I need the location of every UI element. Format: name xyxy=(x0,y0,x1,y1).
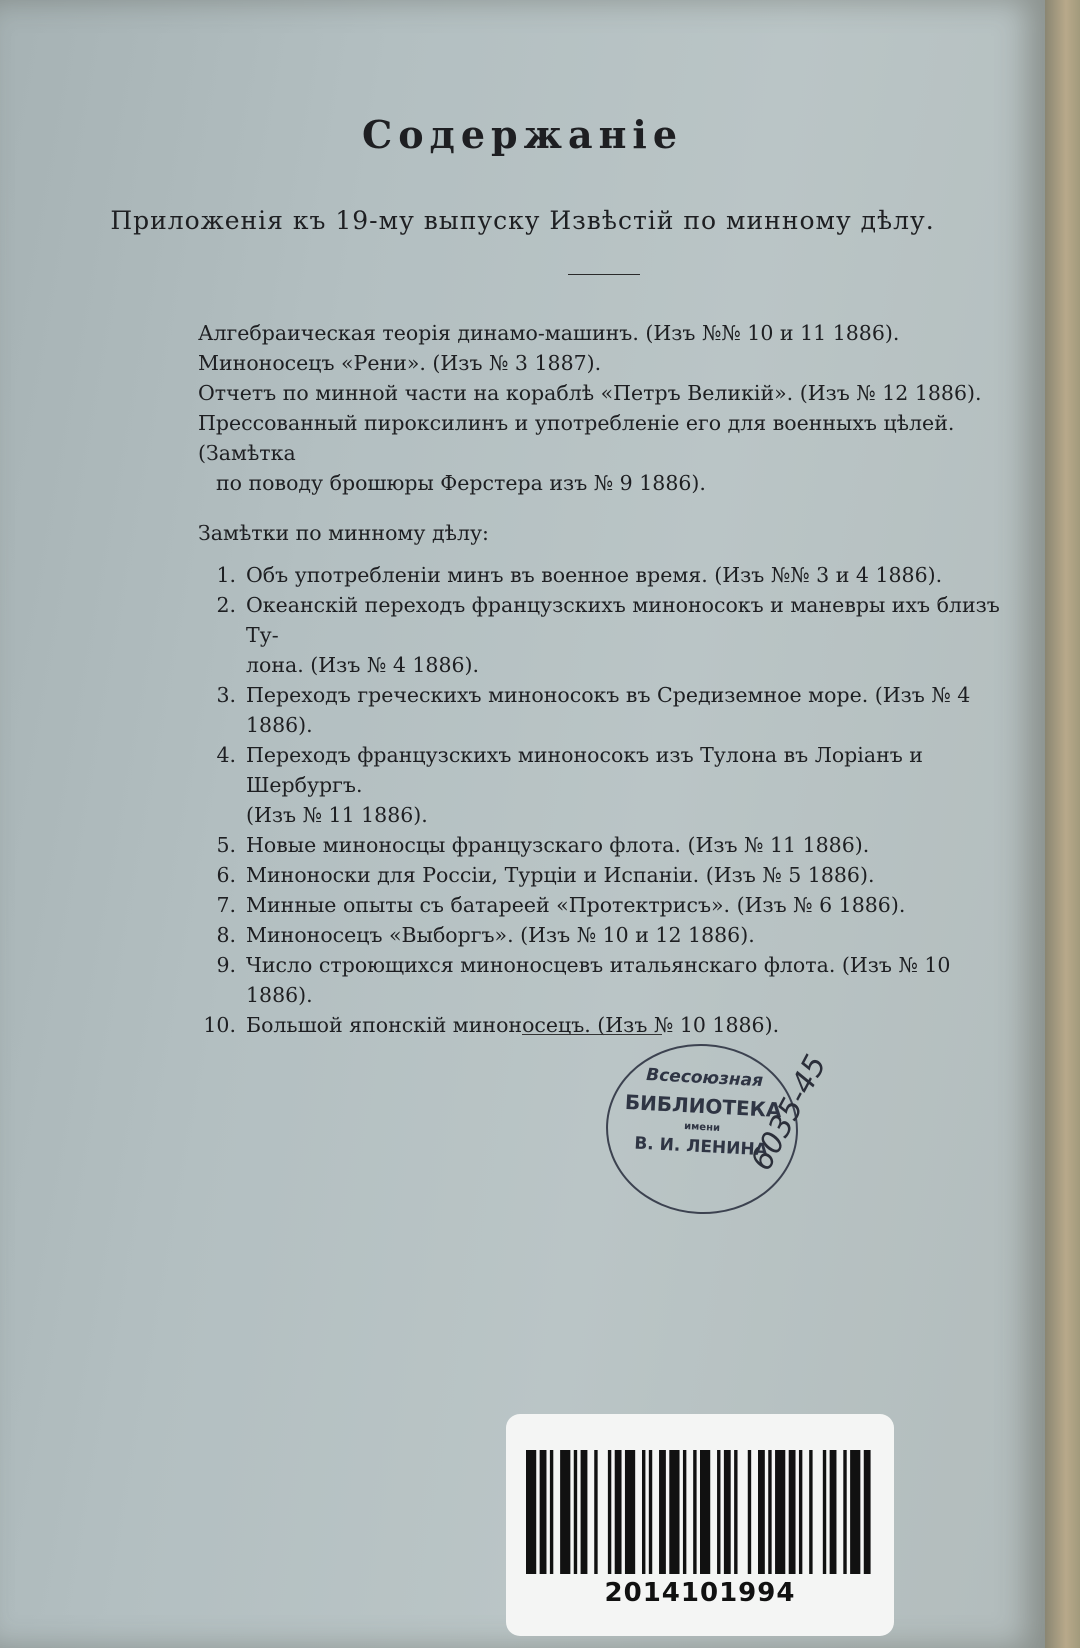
barcode-bar xyxy=(809,1450,812,1574)
title-divider xyxy=(568,274,640,275)
article-entry: Отчетъ по минной части на кораблѣ «Петръ Великiй». (Изъ № 12 1886). xyxy=(198,381,982,405)
note-item xyxy=(198,920,1018,950)
barcode-bar xyxy=(700,1450,710,1574)
note-text: Число строющихся миноносцевъ итальянскаго флота. (Изъ № 10 1886). xyxy=(246,953,951,1007)
barcode-bar xyxy=(581,1450,588,1574)
barcode-bar xyxy=(625,1450,635,1574)
barcode xyxy=(526,1450,874,1574)
barcode-bar xyxy=(843,1450,846,1574)
note-item xyxy=(198,890,1018,920)
note-number: 9. xyxy=(216,953,236,977)
barcode-bar xyxy=(560,1450,570,1574)
note-item xyxy=(198,740,1018,800)
note-text: Переходъ французскихъ миноносокъ изъ Тулона въ Лорiанъ и Шербургъ. xyxy=(246,743,923,797)
barcode-bar xyxy=(540,1450,547,1574)
page-subtitle: Приложенiя къ 19-му выпуску Извѣстiй по минному дѣлу. xyxy=(110,206,935,235)
note-number: 1. xyxy=(216,563,236,587)
barcode-bar xyxy=(642,1450,645,1574)
barcode-bar xyxy=(550,1450,553,1574)
barcode-bar xyxy=(683,1450,686,1574)
barcode-bar xyxy=(823,1450,826,1574)
barcode-bar xyxy=(608,1450,611,1574)
note-text: Переходъ греческихъ миноносокъ въ Средиземное море. (Изъ № 4 1886). xyxy=(246,683,971,737)
barcode-bar xyxy=(693,1450,696,1574)
note-item xyxy=(198,1010,1018,1040)
note-item xyxy=(198,680,1018,740)
barcode-bar xyxy=(850,1450,860,1574)
note-item xyxy=(198,950,1018,1010)
barcode-bar xyxy=(659,1450,666,1574)
note-number: 6. xyxy=(216,863,236,887)
note-number: 3. xyxy=(216,683,236,707)
note-text: Новые миноносцы французскаго флота. (Изъ № 11 1886). xyxy=(246,833,870,857)
barcode-bar xyxy=(574,1450,577,1574)
stamp-line: имени xyxy=(683,1121,721,1134)
barcode-bar xyxy=(789,1450,796,1574)
barcode-bar xyxy=(830,1450,837,1574)
note-text: Большой японскiй миноносецъ. (Изъ № 10 1886). xyxy=(246,1013,780,1037)
article-entry: Прессованный пироксилинъ и употребленiе его для военныхъ цѣлей. (Замѣтка xyxy=(198,411,955,465)
note-text: Объ употребленiи минъ въ военное время. (Изъ №№ 3 и 4 1886). xyxy=(246,563,943,587)
note-text-continuation: (Изъ № 11 1886). xyxy=(246,803,428,827)
page-title: Содержанiе xyxy=(361,112,684,157)
barcode-bar xyxy=(594,1450,597,1574)
note-number: 5. xyxy=(216,833,236,857)
note-number: 4. xyxy=(216,743,236,767)
notes-heading: Замѣтки по минному дѣлу: xyxy=(198,521,489,545)
signature-line xyxy=(522,1034,662,1035)
note-text: Миноносецъ «Выборгъ». (Изъ № 10 и 12 1886). xyxy=(246,923,755,947)
note-item-continuation xyxy=(198,650,1018,680)
barcode-bar xyxy=(748,1450,751,1574)
note-item xyxy=(198,860,1018,890)
barcode-bar xyxy=(799,1450,802,1574)
barcode-bar xyxy=(758,1450,765,1574)
note-text: Минные опыты съ батареей «Протектрисъ». (Изъ № 6 1886). xyxy=(246,893,906,917)
note-item xyxy=(198,590,1018,650)
stamp-line: В. И. ЛЕНИНА xyxy=(633,1133,769,1161)
barcode-bar xyxy=(649,1450,652,1574)
barcode-bar xyxy=(615,1450,622,1574)
stamp-line: БИБЛИОТЕКА xyxy=(624,1089,783,1123)
table-of-contents xyxy=(198,318,1018,1040)
note-number: 7. xyxy=(216,893,236,917)
article-entry: Алгебраическая теорiя динамо-машинъ. (Изъ №№ 10 и 11 1886). xyxy=(198,321,900,345)
barcode-bar xyxy=(768,1450,771,1574)
article-entry-continuation: по поводу брошюры Ферстера изъ № 9 1886). xyxy=(216,471,706,495)
note-number: 10. xyxy=(203,1013,236,1037)
note-item xyxy=(198,830,1018,860)
book-spine-edge xyxy=(1045,0,1080,1648)
note-text: Океанскiй переходъ французскихъ миноносокъ и маневры ихъ близъ Ту- xyxy=(246,593,1000,647)
note-item-continuation xyxy=(198,800,1018,830)
barcode-number: 2014101994 xyxy=(604,1578,796,1608)
note-text-continuation: лона. (Изъ № 4 1886). xyxy=(246,653,480,677)
articles-list xyxy=(198,318,1018,498)
note-text: Миноноски для Россiи, Турцiи и Испанiи. (Изъ № 5 1886). xyxy=(246,863,875,887)
barcode-bar xyxy=(669,1450,679,1574)
note-number: 2. xyxy=(216,593,236,617)
barcode-bar xyxy=(526,1450,536,1574)
barcode-bar xyxy=(724,1450,731,1574)
barcode-bar xyxy=(734,1450,737,1574)
article-entry: Миноносецъ «Рени». (Изъ № 3 1887). xyxy=(198,351,602,375)
barcode-bar xyxy=(864,1450,871,1574)
notes-list xyxy=(198,560,1018,1040)
handwritten-shelfmark: 6035-45 xyxy=(744,1049,834,1177)
barcode-bar xyxy=(775,1450,785,1574)
barcode-label xyxy=(506,1414,894,1636)
note-number: 8. xyxy=(216,923,236,947)
barcode-bar xyxy=(717,1450,720,1574)
stamp-line: Всесоюзная xyxy=(645,1065,764,1092)
note-item xyxy=(198,560,1018,590)
